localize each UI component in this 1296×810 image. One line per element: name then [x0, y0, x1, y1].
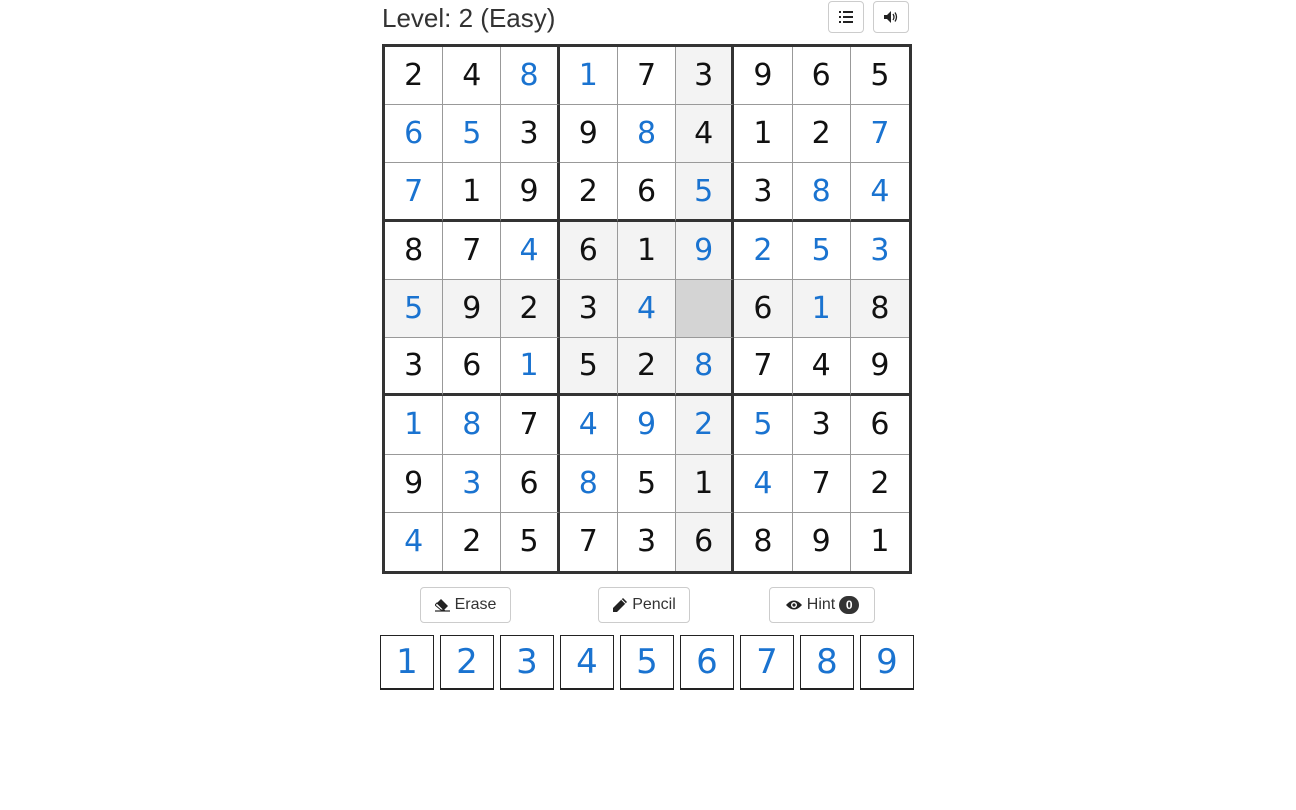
board-cell[interactable]: 3: [618, 513, 676, 571]
sound-toggle-button[interactable]: [873, 1, 909, 33]
board-cell[interactable]: 4: [734, 455, 792, 513]
board-cell[interactable]: 1: [443, 163, 501, 221]
board-cell[interactable]: 8: [734, 513, 792, 571]
board-cell[interactable]: 3: [676, 47, 734, 105]
board-cell[interactable]: 3: [734, 163, 792, 221]
board-cell[interactable]: 4: [676, 105, 734, 163]
board-cell[interactable]: 5: [676, 163, 734, 221]
number-key-5[interactable]: 5: [620, 635, 674, 690]
number-key-7[interactable]: 7: [740, 635, 794, 690]
board-cell[interactable]: 6: [385, 105, 443, 163]
board-cell[interactable]: 9: [734, 47, 792, 105]
board-cell[interactable]: 4: [851, 163, 909, 221]
sudoku-board: [382, 44, 912, 574]
board-cell[interactable]: 5: [501, 513, 559, 571]
number-key-6[interactable]: 6: [680, 635, 734, 690]
board-cell[interactable]: 9: [793, 513, 851, 571]
board-cell[interactable]: 8: [443, 396, 501, 454]
board-cell[interactable]: 3: [851, 222, 909, 280]
board-cell[interactable]: 5: [443, 105, 501, 163]
board-cell[interactable]: 6: [443, 338, 501, 396]
pencil-label: Pencil: [632, 596, 676, 613]
board-cell[interactable]: 9: [851, 338, 909, 396]
board-cell[interactable]: 6: [560, 222, 618, 280]
level-title: Level: 2 (Easy): [382, 3, 556, 33]
board-cell[interactable]: [676, 280, 734, 338]
pencil-icon: [612, 597, 628, 613]
board-cell[interactable]: 2: [793, 105, 851, 163]
board-cell[interactable]: 6: [501, 455, 559, 513]
list-icon: [839, 11, 853, 23]
board-cell[interactable]: 8: [851, 280, 909, 338]
board-cell[interactable]: 2: [618, 338, 676, 396]
board-cell[interactable]: 2: [501, 280, 559, 338]
board-cell[interactable]: 5: [851, 47, 909, 105]
board-cell[interactable]: 5: [793, 222, 851, 280]
game-header: [382, 0, 912, 40]
board-cell[interactable]: 3: [385, 338, 443, 396]
board-cell[interactable]: 4: [618, 280, 676, 338]
hint-count-badge: 0: [839, 596, 859, 614]
board-cell[interactable]: 2: [734, 222, 792, 280]
board-cell[interactable]: 7: [501, 396, 559, 454]
board-cell[interactable]: 1: [870, 524, 890, 560]
board-cell[interactable]: 6: [676, 513, 734, 571]
board-cell[interactable]: 3: [443, 455, 501, 513]
board-cell[interactable]: 4: [443, 47, 501, 105]
board-cell[interactable]: 2: [560, 163, 618, 221]
board-cell[interactable]: 9: [560, 105, 618, 163]
menu-list-button[interactable]: [828, 1, 864, 33]
board-cell[interactable]: 4: [385, 513, 443, 571]
board-cell[interactable]: 9: [676, 222, 734, 280]
board-cell[interactable]: 5: [618, 455, 676, 513]
board-cell[interactable]: 8: [560, 455, 618, 513]
board-cell[interactable]: 8: [385, 222, 443, 280]
board-cell[interactable]: 7: [734, 338, 792, 396]
board-cell[interactable]: 9: [385, 455, 443, 513]
board-cell[interactable]: 3: [560, 280, 618, 338]
board-cell[interactable]: 4: [501, 222, 559, 280]
board-cell[interactable]: 1: [385, 396, 443, 454]
pencil-button[interactable]: [598, 587, 690, 623]
board-cell[interactable]: 1: [501, 338, 559, 396]
number-key-8[interactable]: 8: [800, 635, 854, 690]
board-cell[interactable]: 7: [618, 47, 676, 105]
board-cell[interactable]: 9: [443, 280, 501, 338]
board-cell[interactable]: 2: [851, 455, 909, 513]
board-cell[interactable]: 5: [560, 338, 618, 396]
board-cell[interactable]: 8: [501, 47, 559, 105]
board-cell[interactable]: 3: [793, 396, 851, 454]
hint-label: Hint: [806, 596, 836, 613]
board-cell[interactable]: 9: [618, 396, 676, 454]
number-pad: [379, 635, 915, 691]
board-cell[interactable]: 2: [443, 513, 501, 571]
board-cell[interactable]: 1: [676, 455, 734, 513]
board-cell[interactable]: 1: [560, 47, 618, 105]
board-cell[interactable]: 6: [618, 163, 676, 221]
board-cell[interactable]: 5: [385, 280, 443, 338]
board-cell[interactable]: 5: [734, 396, 792, 454]
board-cell[interactable]: 9: [501, 163, 559, 221]
board-cell[interactable]: 2: [385, 47, 443, 105]
eye-icon: [785, 599, 803, 611]
board-cell[interactable]: 8: [676, 338, 734, 396]
board-cell[interactable]: 7: [443, 222, 501, 280]
erase-label: Erase: [454, 596, 497, 613]
board-cell[interactable]: 1: [734, 105, 792, 163]
number-key-9[interactable]: 9: [860, 635, 914, 690]
eraser-icon: [435, 598, 451, 612]
board-cell[interactable]: 2: [676, 396, 734, 454]
board-cell[interactable]: 4: [793, 338, 851, 396]
number-key-4[interactable]: 4: [560, 635, 614, 690]
board-cell[interactable]: 1: [618, 222, 676, 280]
erase-button[interactable]: [420, 587, 511, 623]
board-cell[interactable]: 7: [385, 163, 443, 221]
board-cell[interactable]: 6: [793, 47, 851, 105]
board-cell[interactable]: 6: [851, 396, 909, 454]
number-key-1[interactable]: 1: [380, 635, 434, 690]
board-cell[interactable]: 6: [734, 280, 792, 338]
volume-icon: [884, 11, 898, 23]
board-cell[interactable]: 8: [618, 105, 676, 163]
board-cell[interactable]: 8: [793, 163, 851, 221]
board-cell[interactable]: 7: [793, 455, 851, 513]
board-cell[interactable]: 1: [793, 280, 851, 338]
board-cell[interactable]: 3: [501, 105, 559, 163]
hint-button[interactable]: [769, 587, 875, 623]
board-cell[interactable]: 7: [851, 105, 909, 163]
number-key-2[interactable]: 2: [440, 635, 494, 690]
number-key-3[interactable]: 3: [500, 635, 554, 690]
board-cell[interactable]: 7: [560, 513, 618, 571]
board-cell[interactable]: 4: [560, 396, 618, 454]
